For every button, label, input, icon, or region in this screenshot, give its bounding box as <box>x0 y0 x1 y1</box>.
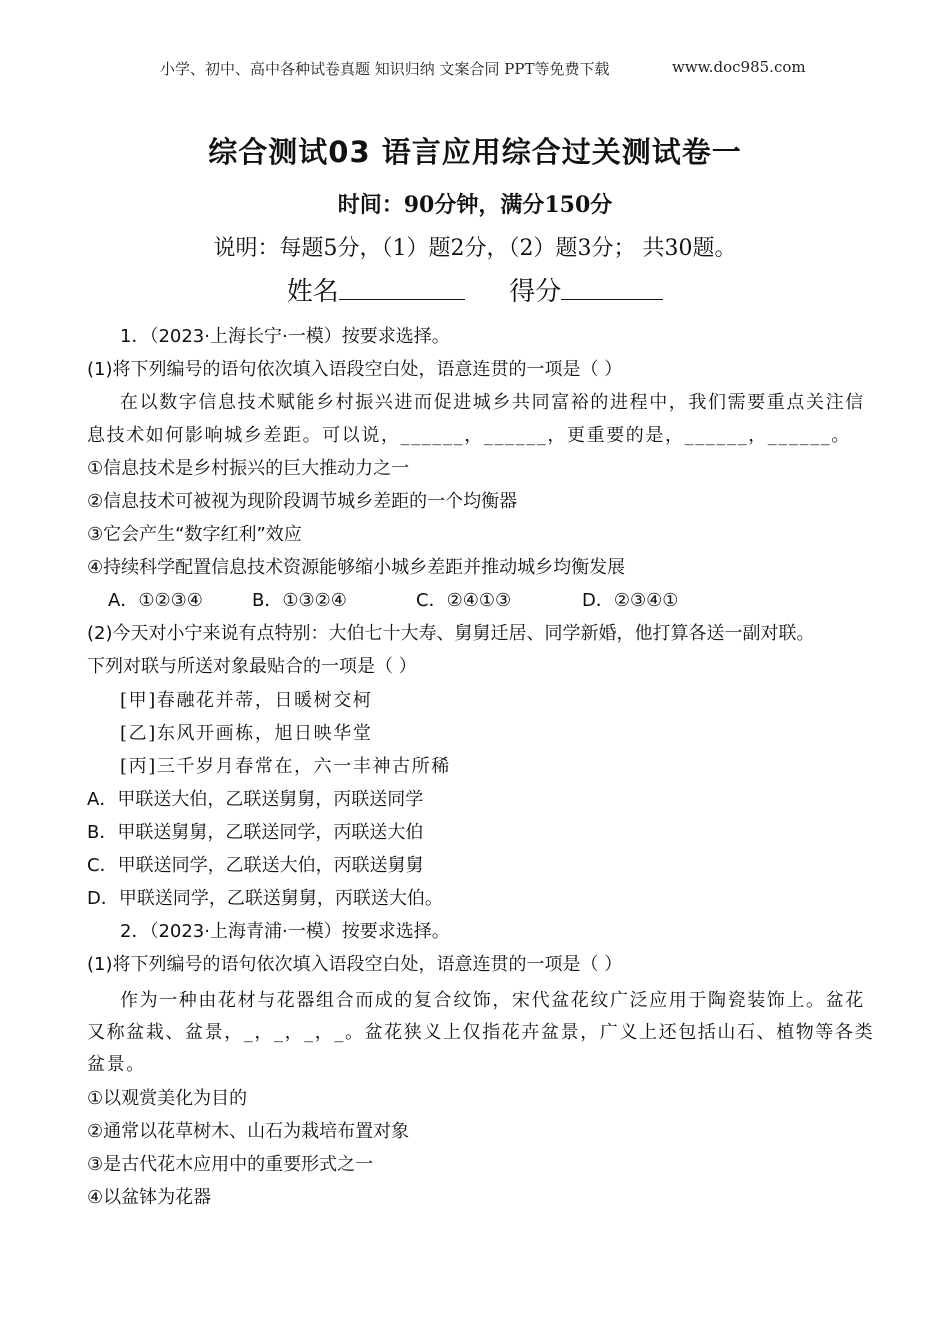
couplet-yi: [乙]东风开画栋，旭日映华堂 <box>120 723 373 744</box>
instructions-line: 说明：每题5分，（1）题2分，（2）题3分； 共30题。 <box>213 236 737 261</box>
q1-heading: 1．（2023·上海长宁·一模）按要求选择。 <box>120 326 450 347</box>
score-label: 得分 <box>509 277 562 307</box>
q2-heading: 2．（2023·上海青浦·一模）按要求选择。 <box>120 921 450 942</box>
q1-option-c[interactable]: C．②④①③ <box>416 590 512 611</box>
q2-passage-line: 作为一种由花材与花器组合而成的复合纹饰，宋代盆花纹广泛应用于陶瓷装饰上。盆花 <box>120 990 865 1011</box>
couplet-jia: [甲]春融花并蒂，日暖树交柯 <box>120 690 373 711</box>
q1-option-a[interactable]: A．①②③④ <box>108 590 203 611</box>
q1-item: ③它会产生“数字红利”效应 <box>87 524 302 545</box>
q2-item: ①以观赏美化为目的 <box>87 1088 248 1109</box>
name-label: 姓名 <box>286 277 339 307</box>
couplet-bing: [丙]三千岁月春常在，六一丰神古所稀 <box>120 756 451 777</box>
q2-item: ③是古代花木应用中的重要形式之一 <box>87 1154 374 1175</box>
score-blank[interactable] <box>561 299 663 300</box>
q1-option-d[interactable]: D．②③④① <box>582 590 679 611</box>
q1-part1-stem: (1)将下列编号的语句依次填入语段空白处，语意连贯的一项是（ ） <box>87 359 623 380</box>
q1-option-b[interactable]: B．①③②④ <box>252 590 347 611</box>
q2-part1-stem: (1)将下列编号的语句依次填入语段空白处，语意连贯的一项是（ ） <box>87 954 623 975</box>
q1-part2-option-a[interactable]: A．甲联送大伯，乙联送舅舅，丙联送同学 <box>87 789 424 810</box>
q2-item: ②通常以花草树木、山石为栽培布置对象 <box>87 1121 410 1142</box>
q1-item: ②信息技术可被视为现阶段调节城乡差距的一个均衡器 <box>87 491 518 512</box>
q1-item: ④持续科学配置信息技术资源能够缩小城乡差距并推动城乡均衡发展 <box>87 557 626 578</box>
q1-part2-option-d[interactable]: D．甲联送同学，乙联送舅舅，丙联送大伯。 <box>87 888 443 909</box>
q1-part2-stem: 下列对联与所送对象最贴合的一项是（ ） <box>87 656 417 677</box>
q2-passage-line: 又称盆栽、盆景，_，_，_，_。盆花狭义上仅指花卉盆景，广义上还包括山石、植物等各类 <box>87 1022 875 1043</box>
q1-item: ①信息技术是乡村振兴的巨大推动力之一 <box>87 458 410 479</box>
name-blank[interactable] <box>339 299 465 300</box>
q1-part2-option-c[interactable]: C．甲联送同学，乙联送大伯，丙联送舅舅 <box>87 855 424 876</box>
q1-passage-line: 息技术如何影响城乡差距。可以说，______，______，更重要的是，______，______。 <box>87 425 851 446</box>
q1-part2-option-b[interactable]: B．甲联送舅舅，乙联送同学，丙联送大伯 <box>87 822 424 843</box>
q1-part2-stem: (2)今天对小宁来说有点特别：大伯七十大寿、舅舅迁居、同学新婚，他打算各送一副对联。 <box>87 623 815 644</box>
name-score-line <box>0 271 950 308</box>
header-website: www.doc985.com <box>672 58 806 76</box>
header-promo-text: 小学、初中、高中各种试卷真题 知识归纳 文案合同 PPT等免费下载 <box>160 60 610 78</box>
q2-passage-line: 盆景。 <box>87 1054 146 1075</box>
q1-passage-line: 在以数字信息技术赋能乡村振兴进而促进城乡共同富裕的进程中，我们需要重点关注信 <box>120 392 865 413</box>
time-score-line: 时间：90分钟，满分150分 <box>337 192 613 218</box>
page-title: 综合测试03 语言应用综合过关测试卷一 <box>208 135 742 169</box>
q2-item: ④以盆钵为花器 <box>87 1187 212 1208</box>
